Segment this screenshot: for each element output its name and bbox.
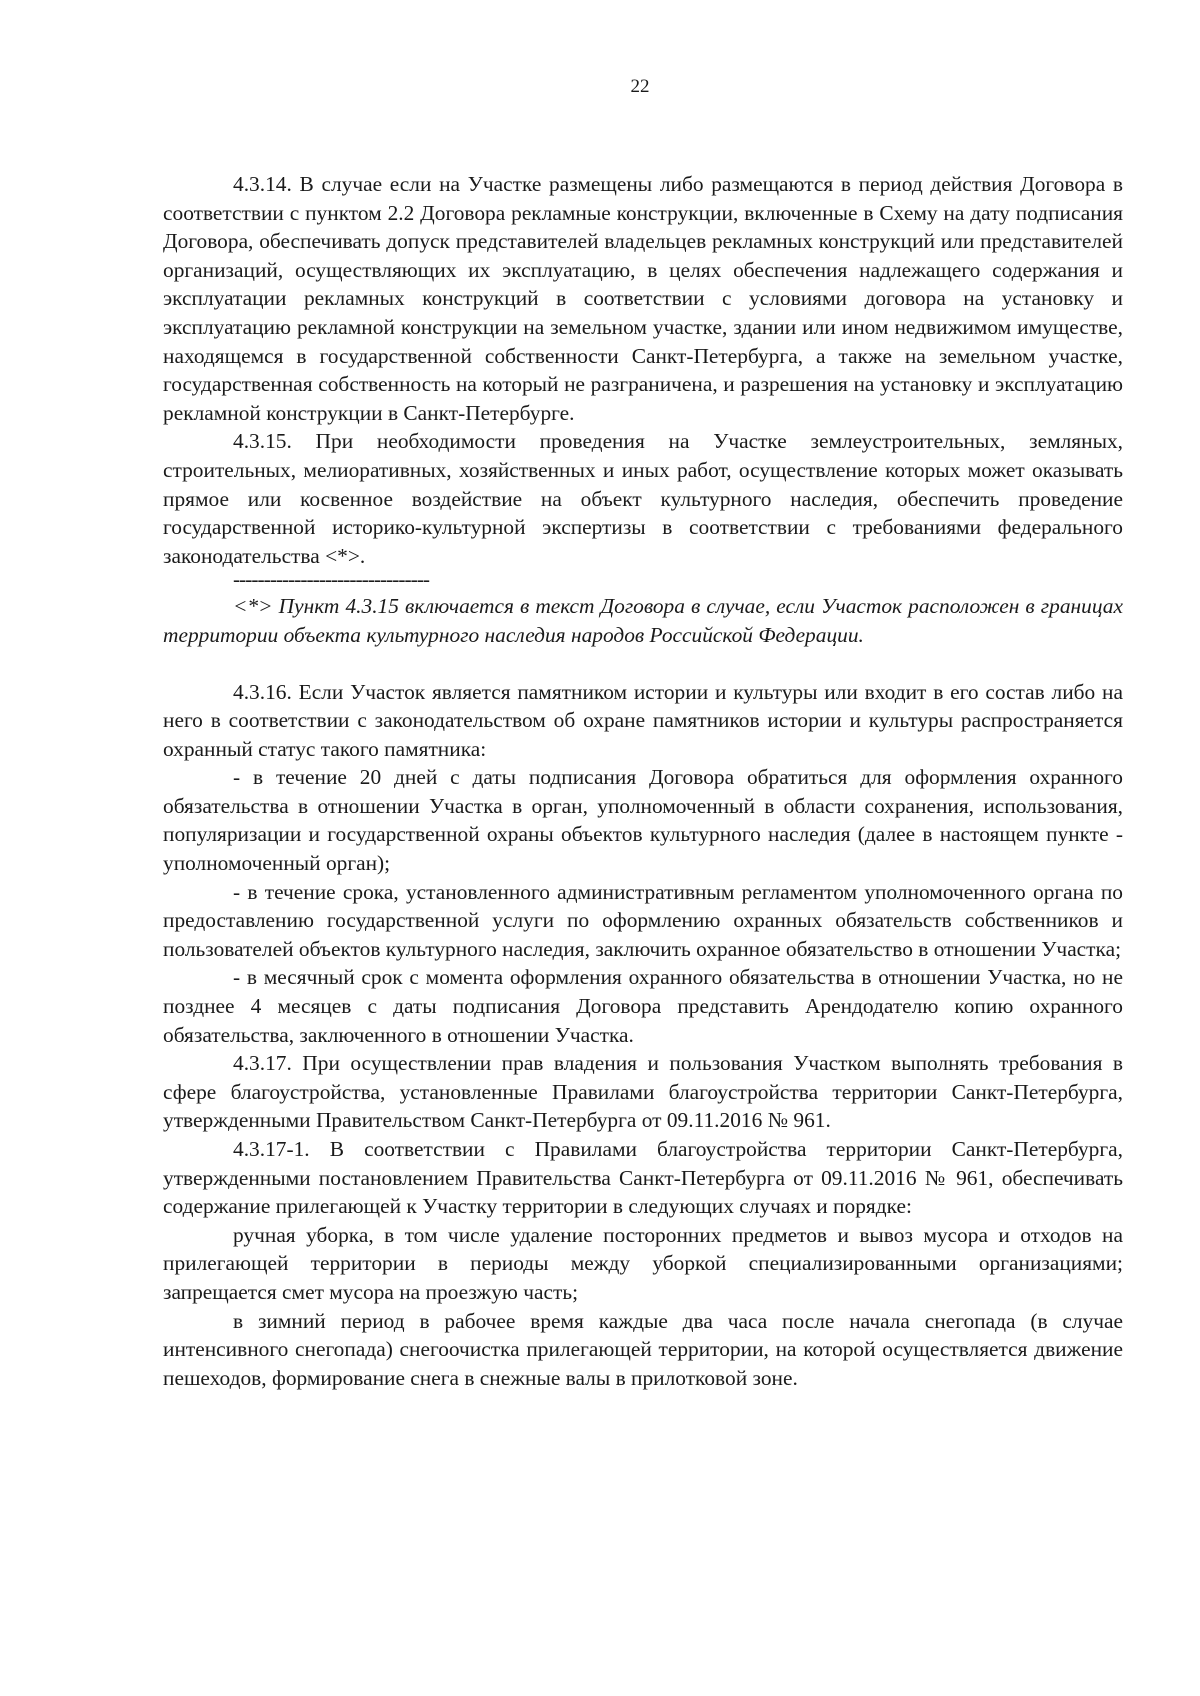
- clause-4-3-16: 4.3.16. Если Участок является памятником истории и культуры или входит в его состав либо на него в соответствии с законодательством об охране памятников истории и культуры распространяется охранный статус такого памятника:: [163, 679, 1123, 761]
- clause-4-3-16-item-3: - в месячный срок с момента оформления охранного обязательства в отношении Участка, но не позднее 4 месяцев с даты подписания Договора представить Арендодателю копию охранного обязательства, заключенного в отношении Участка.: [163, 965, 1123, 1047]
- clause-4-3-17-1-manual-cleaning: ручная уборка, в том числе удаление посторонних предметов и вывоз мусора и отходов на прилегающей территории в периоды между уборкой специализированными организациями; запрещается смет мусора на проезжую часть;: [163, 1222, 1123, 1304]
- clause-4-3-17: 4.3.17. При осуществлении прав владения и пользования Участком выполнять требования в сфере благоустройства, установленные Правилами благоустройства территории Санкт-Петербурга, утвержденными Правительством Санкт-Петербурга от 09.11.2016 № 961.: [163, 1051, 1123, 1133]
- footnote: <*> Пункт 4.3.15 включается в текст Договора в случае, если Участок расположен в границах территории объекта культурного наследия народов Российской Федерации.: [163, 594, 1123, 647]
- footnote-separator: --------------------------------: [233, 567, 429, 592]
- page-number: 22: [630, 76, 650, 97]
- clause-4-3-15: 4.3.15. При необходимости проведения на Участке землеустроительных, земляных, строительных, мелиоративных, хозяйственных и иных работ, осуществление которых может оказывать прямое или косвенное воздействие на объект культурного наследия, обеспечить проведение государственной историко-культурной экспертизы в соответствии с требованиями федерального законодательства <*>.: [163, 429, 1123, 568]
- clause-4-3-16-item-2: - в течение срока, установленного административным регламентом уполномоченного органа по предоставлению государственной услуги по оформлению охранных обязательств собственников и пользователей объектов культурного наследия, заключить охранное обязательство в отношении Участка;: [163, 879, 1123, 961]
- clause-4-3-17-1: 4.3.17-1. В соответствии с Правилами благоустройства территории Санкт-Петербурга, утвержденными постановлением Правительства Санкт-Петербурга от 09.11.2016 № 961, обеспечивать содержание прилегающей к Участку территории в следующих случаях и порядке:: [163, 1137, 1123, 1219]
- clause-4-3-16-item-1: - в течение 20 дней с даты подписания Договора обратиться для оформления охранного обязательства в отношении Участка в орган, уполномоченный в области сохранения, использования, популяризации и государственной охраны объектов культурного наследия (далее в настоящем пункте - уполномоченный орган);: [163, 765, 1123, 876]
- clause-4-3-17-1-winter-cleaning: в зимний период в рабочее время каждые два часа после начала снегопада (в случае интенсивного снегопада) снегоочистка прилегающей территории, на которой осуществляется движение пешеходов, формирование снега в снежные валы в прилотковой зоне.: [163, 1308, 1123, 1390]
- document-body: [163, 170, 1123, 1392]
- clause-4-3-14: 4.3.14. В случае если на Участке размещены либо размещаются в период действия Договора в соответствии с пунктом 2.2 Договора рекламные конструкции, включенные в Схему на дату подписания Договора, обеспечивать допуск представителей владельцев рекламных конструкций или представителей организаций, осуществляющих их эксплуатацию, в целях обеспечения надлежащего содержания и эксплуатации рекламных конструкций в соответствии с условиями договора на установку и эксплуатацию рекламной конструкции на земельном участке, здании или ином недвижимом имуществе, находящемся в государственной собственности Санкт-Петербурга, а также на земельном участке, государственная собственность на который не разграничена, и разрешения на установку и эксплуатацию рекламной конструкции в Санкт-Петербурге.: [163, 172, 1123, 425]
